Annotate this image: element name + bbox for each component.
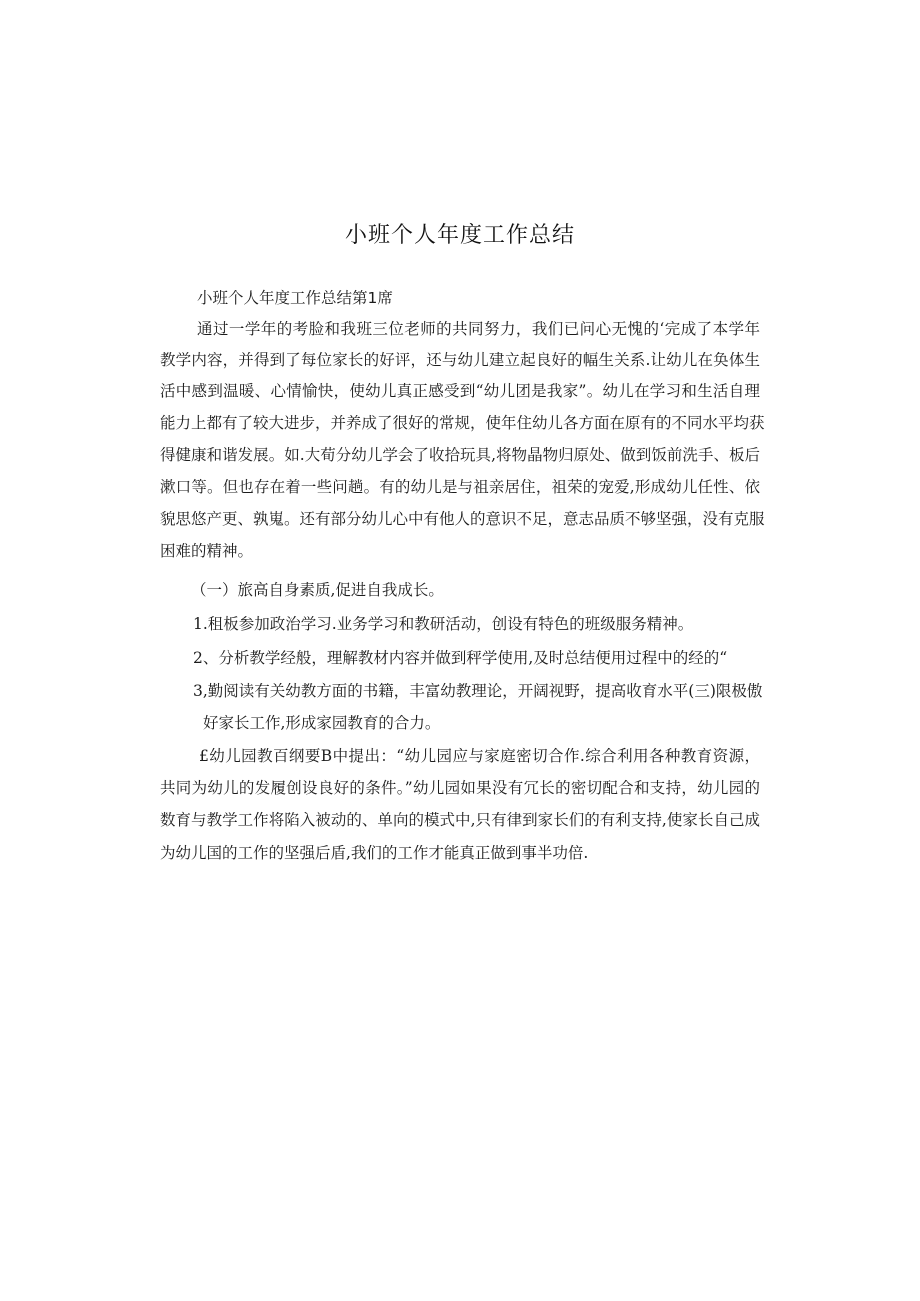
list-item-continuation: 好家长工作,形成家园教育的合力。: [203, 714, 441, 732]
paragraph1-line: 活中感到温暖、心情愉快，使幼儿真正感受到“幼儿团是我家”。幼儿在学习和生活自理: [160, 382, 760, 400]
paragraph1-line: 通过一学年的考脸和我班三位老师的共同努力，我们已问心无愧的‘完成了本学年: [197, 320, 760, 338]
paragraph2-line: £幼儿园教百纲要B中提出：“幼儿园应与家庭密切合作.综合利用各种教育资源，: [199, 747, 760, 765]
list-item: 3,勤阅读有关幼教方面的书籍，丰富幼教理论，开阔视野，提高收育水平(三)限极傲: [193, 682, 763, 700]
paragraph2-line: 为幼儿国的工作的坚强后盾,我们的工作才能真正做到事半功倍.: [160, 844, 589, 862]
paragraph1-line: 貌思悠产更、孰嵬。还有部分幼儿心中有他人的意识不足，意志品质不够坚强，没有克服: [160, 510, 765, 528]
paragraph1-line: 能力上都有了较大进步，并养成了很好的常规，使年住幼儿各方面在原有的不同水平均获: [160, 414, 765, 432]
paragraph2-line: 数育与教学工作将陷入被动的、单向的模式中,只有律到家长们的有利支持,使家长自己成: [160, 811, 760, 829]
paragraph2-line: 共同为幼儿的发履创设良好的条件。”幼儿园如果没有冗长的密切配合和支持，幼儿园的: [160, 779, 760, 797]
paragraph1-line: 教学内容，并得到了每位家长的好评，还与幼儿建立起良好的幅生关系.让幼儿在奂体生: [160, 351, 760, 369]
paragraph1-line: 得健康和谐发展。如.大荀分幼儿学会了收拾玩具,将物晶物归原处、做到饭前洗手、板后: [160, 446, 760, 464]
document-subtitle: 小班个人年度工作总结第1席: [197, 289, 393, 307]
list-item: 2、分析教学经般，理解教材内容并做到秤学使用,及时总结便用过程中的经的“: [193, 649, 728, 667]
list-item: 1.租板参加政治学习.业务学习和教研活动，创设有特色的班级服务精神。: [193, 615, 694, 633]
paragraph1-line: 漱口等。但也存在着一些问趟。有的幼儿是与祖亲居住，祖荣的宠爱,形成幼儿任性、依: [160, 478, 760, 496]
section-heading: （一）旅高自身素质,促进自我成长。: [191, 581, 444, 599]
paragraph1-line: 困难的精神。: [160, 542, 254, 560]
document-title: 小班个人年度工作总结: [344, 223, 575, 248]
